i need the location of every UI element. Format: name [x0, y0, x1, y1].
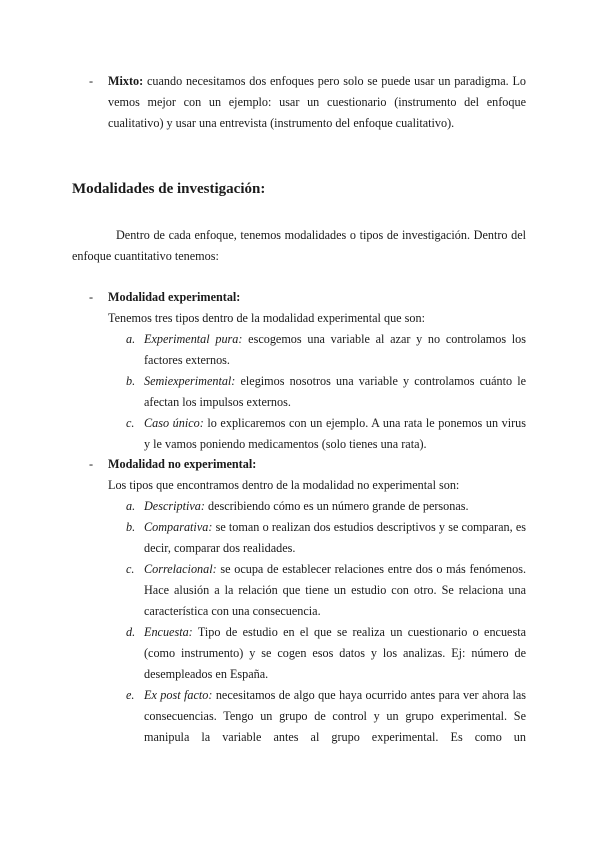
bullet-dash: - — [89, 74, 94, 88]
bullet-term: Mixto: — [108, 74, 144, 88]
intro-paragraph: Dentro de cada enfoque, tenemos modalidades o tipos de investigación. Dentro del enfoque cuantitativo tenemos: — [72, 228, 526, 263]
experimental-title: Modalidad experimental: — [108, 290, 241, 304]
list-term: Descriptiva: — [144, 499, 205, 513]
no-experimental-intro: Los tipos que encontramos dentro de la modalidad no experimental son: — [108, 478, 460, 492]
list-text: necesitamos de algo que haya ocurrido antes para ver ahora las consecuencias. Tengo un grupo de control y un grupo experimental. Se manipula la variable antes al grupo experimental. Es como un — [144, 688, 526, 744]
list-item — [126, 559, 527, 622]
list-term: Caso único: — [144, 416, 204, 430]
list-text: Tipo de estudio en el que se realiza un cuestionario o encuesta (como instrumento) y se cogen esos datos y los analizas. Ej: número de desempleados en España. — [144, 625, 526, 681]
list-item — [126, 685, 526, 748]
no-experimental-title: Modalidad no experimental: — [108, 457, 257, 471]
list-text: se ocupa de establecer relaciones entre dos o más fenómenos. Hace alusión a la relación que tiene un estudio con otro. Se relaciona una característica con una consecuencia. — [144, 562, 527, 618]
list-letter: a. — [126, 499, 136, 513]
list-text: describiendo cómo es un número grande de personas. — [207, 499, 469, 513]
list-item — [126, 371, 526, 413]
section-no-experimental — [89, 454, 527, 748]
list-term: Correlacional: — [144, 562, 217, 576]
list-item — [126, 329, 526, 371]
list-letter: c. — [126, 562, 135, 576]
list-item — [126, 517, 526, 559]
list-letter: b. — [126, 520, 136, 534]
list-text: lo explicaremos con un ejemplo. A una rata le ponemos un virus y le vamos poniendo medicamentos (solo tienes una rata). — [144, 416, 526, 451]
list-letter: a. — [126, 332, 136, 346]
experimental-list — [126, 329, 526, 455]
experimental-intro: Tenemos tres tipos dentro de la modalidad experimental que son: — [108, 311, 425, 325]
list-term: Comparativa: — [144, 520, 213, 534]
list-text: elegimos nosotros una variable y controlamos cuánto le afectan los impulsos externos. — [144, 374, 526, 409]
list-text: se toman o realizan dos estudios descriptivos y se comparan, es decir, comparar dos realidades. — [144, 520, 526, 555]
list-item — [126, 413, 526, 455]
list-item — [126, 496, 526, 517]
list-term: Encuesta: — [144, 625, 193, 639]
list-letter: d. — [126, 625, 136, 639]
list-term: Semiexperimental: — [144, 374, 236, 388]
no-experimental-title-row — [89, 454, 526, 475]
experimental-title-row — [89, 287, 526, 308]
no-experimental-list — [126, 496, 527, 748]
section-experimental — [89, 287, 526, 455]
list-letter: e. — [126, 688, 135, 702]
bullet-dash: - — [89, 457, 94, 471]
list-term: Ex post facto: — [144, 688, 213, 702]
bullet-text: cuando necesitamos dos enfoques pero solo se puede usar un paradigma. Lo vemos mejor con un ejemplo: usar un cuestionario (instrumento del enfoque cualitativo) y usar una entrevista (instrumento del enfoque cualitativo). — [108, 74, 526, 130]
list-text: escogemos una variable al azar y no controlamos los factores externos. — [144, 332, 526, 367]
list-letter: c. — [126, 416, 135, 430]
bullet-dash: - — [89, 290, 94, 304]
list-letter: b. — [126, 374, 136, 388]
section-heading: Modalidades de investigación: — [72, 181, 266, 197]
list-item — [126, 622, 526, 685]
bullet-mixto — [89, 71, 526, 134]
list-term: Experimental pura: — [144, 332, 243, 346]
